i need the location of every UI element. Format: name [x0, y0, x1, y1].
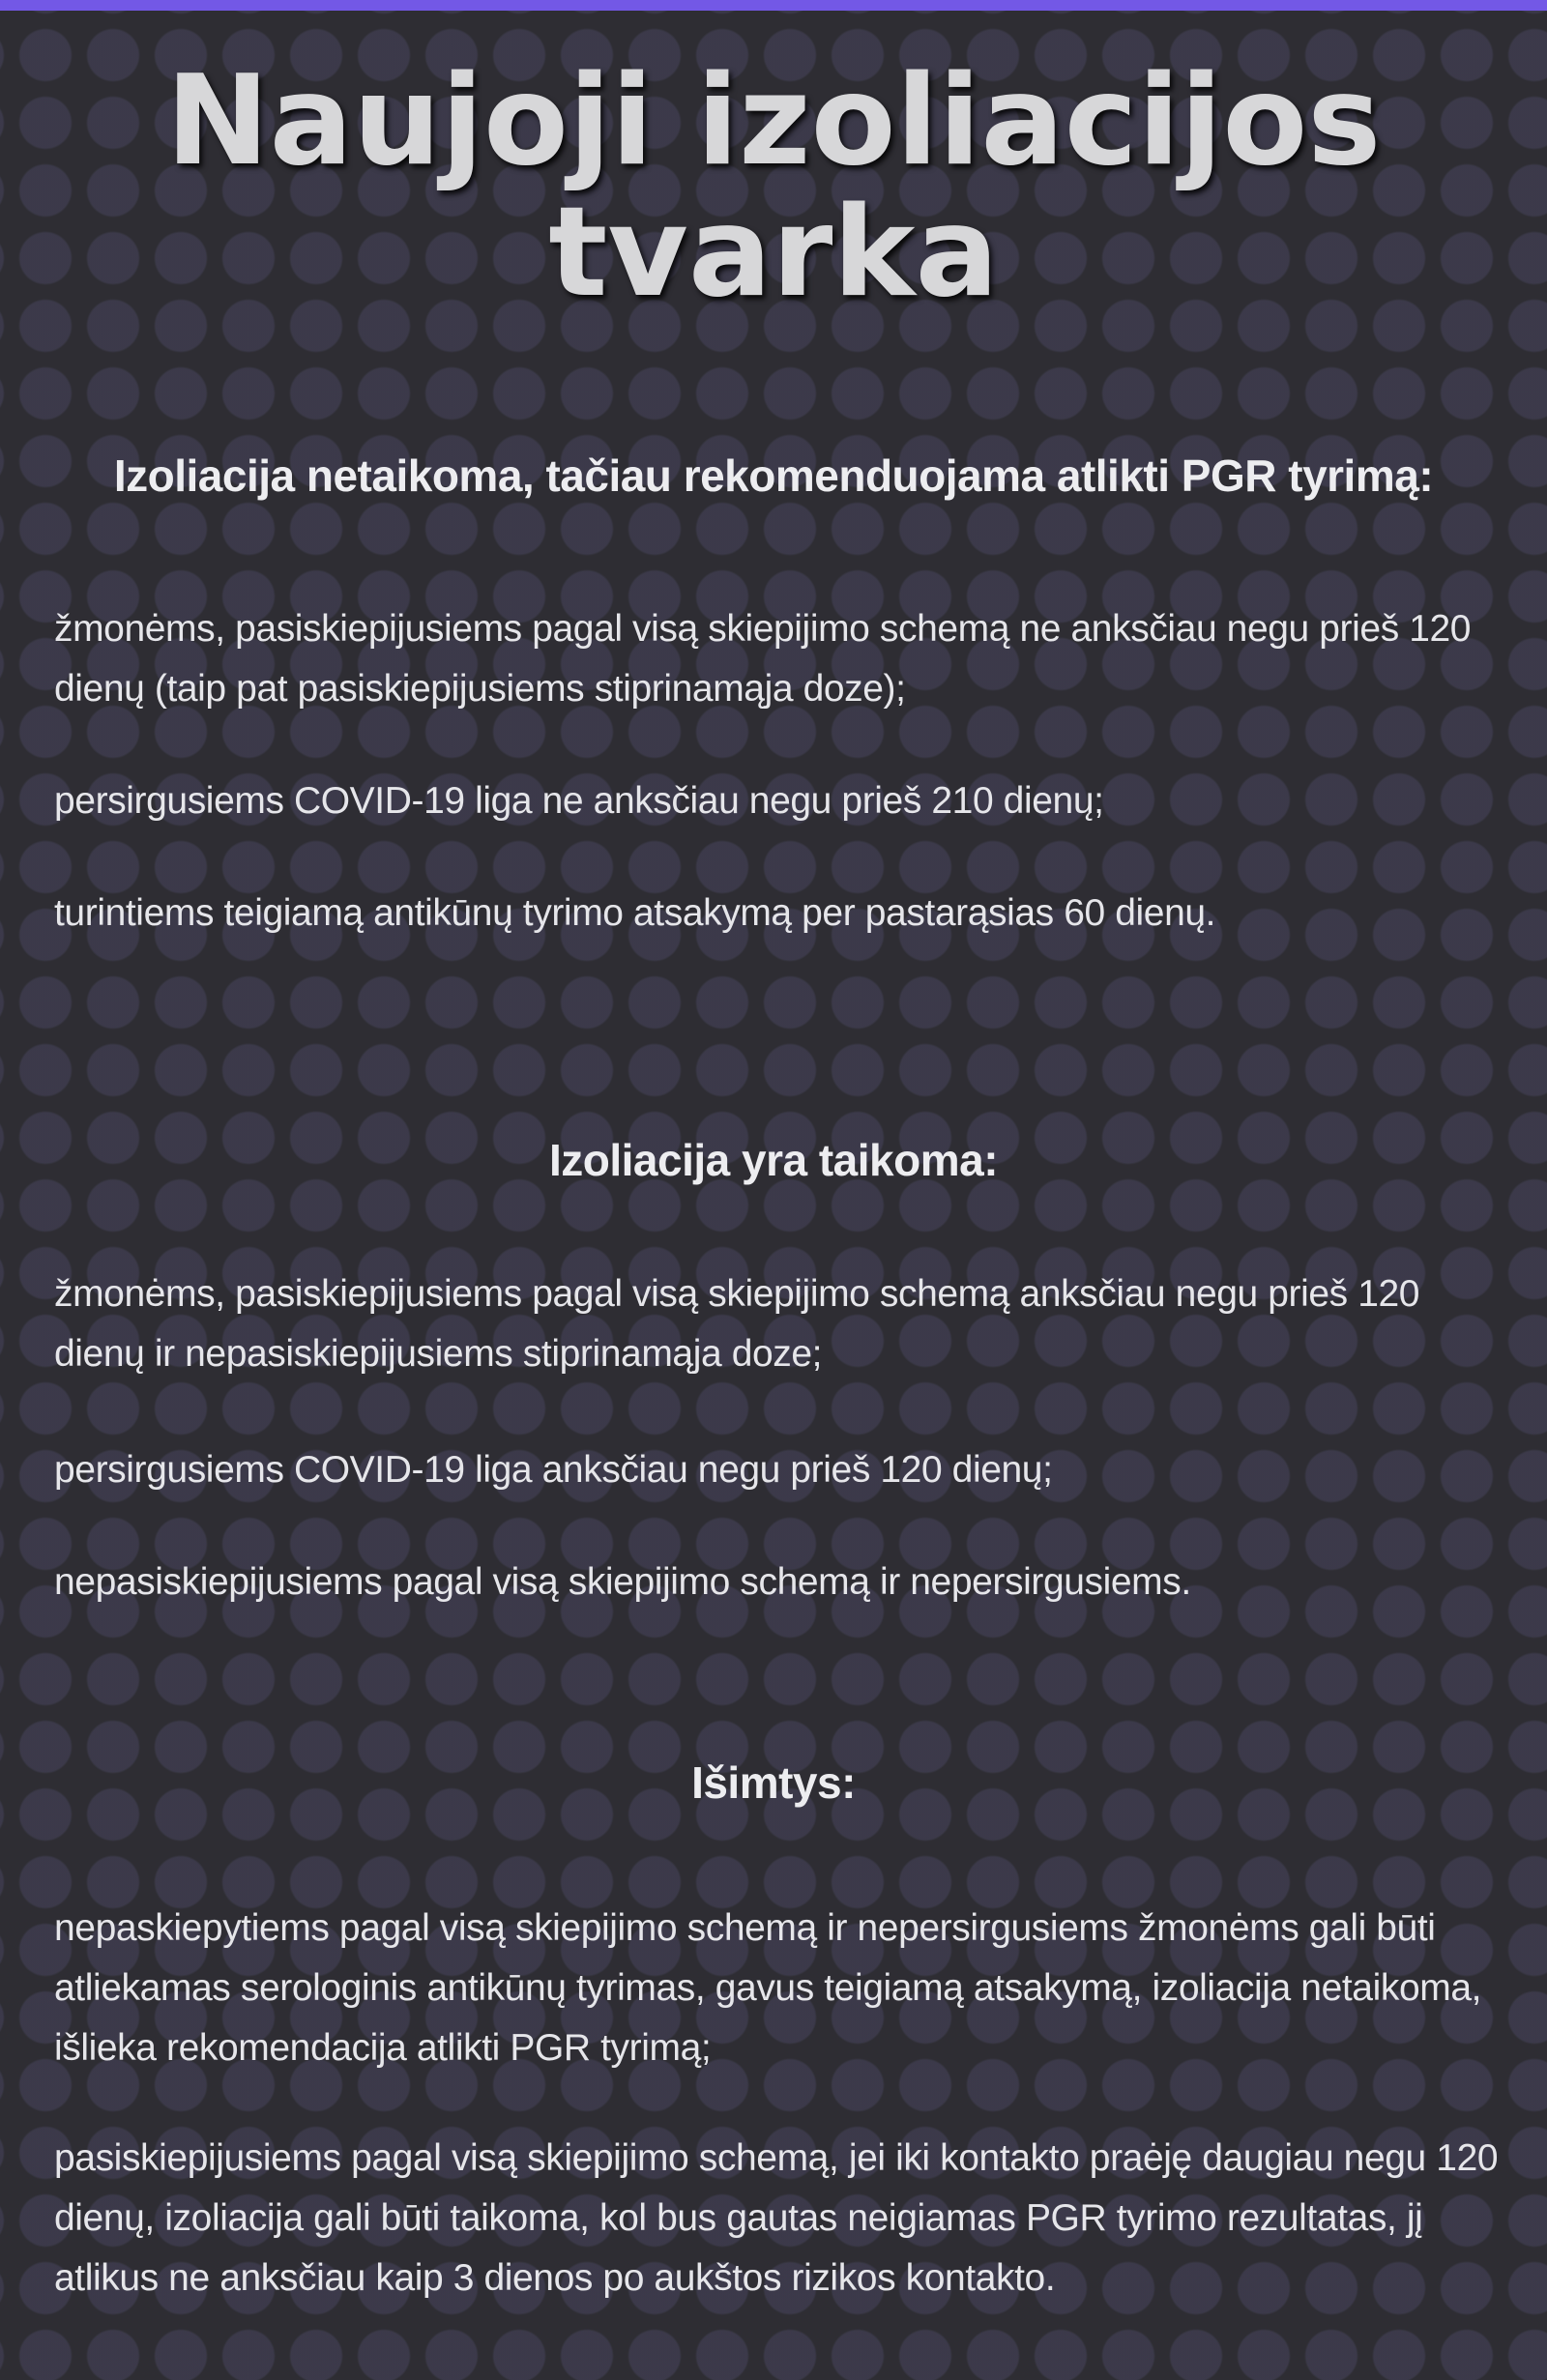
section-heading-isolation-not-applied: Izoliacija netaikoma, tačiau rekomenduojama atlikti PGR tyrimą:	[113, 450, 1434, 501]
list-item: nepaskiepytiems pagal visą skiepijimo schemą ir nepersirgusiems žmonėms gali būti atliekamas serologinis antikūnų tyrimas, gavus teigiamą atsakymą, izoliacija netaikoma, išlieka rekomendacija atlikti PGR tyrimą;	[54, 1907, 1482, 2069]
list-item: persirgusiems COVID-19 liga ne anksčiau negu prieš 210 dienų;	[54, 780, 1104, 822]
list-item: pasiskiepijusiems pagal visą skiepijimo schemą, jei iki kontakto praėję daugiau negu 120 dienų, izoliacija gali būti taikoma, kol bus gautas neigiamas PGR tyrimo rezultatas, jį atlikus ne anksčiau kaip 3 dienos po aukštos rizikos kontakto.	[54, 2137, 1499, 2299]
page-title: Naujoji izoliacijos tvarka	[165, 49, 1382, 325]
list-item: persirgusiems COVID-19 liga anksčiau negu prieš 120 dienų;	[54, 1449, 1053, 1491]
section-heading-isolation-applied: Izoliacija yra taikoma:	[548, 1135, 999, 1185]
list-item: žmonėms, pasiskiepijusiems pagal visą skiepijimo schemą anksčiau negu prieš 120 dienų ir nepasiskiepijusiems stiprinamąja doze;	[54, 1273, 1420, 1375]
section-heading-exceptions: Išimtys:	[691, 1757, 856, 1808]
list-item: nepasiskiepijusiems pagal visą skiepijimo schemą ir nepersirgusiems.	[54, 1561, 1191, 1603]
list-item: žmonėms, pasiskiepijusiems pagal visą skiepijimo schemą ne anksčiau negu prieš 120 dienų (taip pat pasiskiepijusiems stiprinamąja doze);	[54, 608, 1472, 710]
top-accent-bar	[0, 0, 1547, 11]
list-item: turintiems teigiamą antikūnų tyrimo atsakymą per pastarąsias 60 dienų.	[54, 892, 1216, 934]
